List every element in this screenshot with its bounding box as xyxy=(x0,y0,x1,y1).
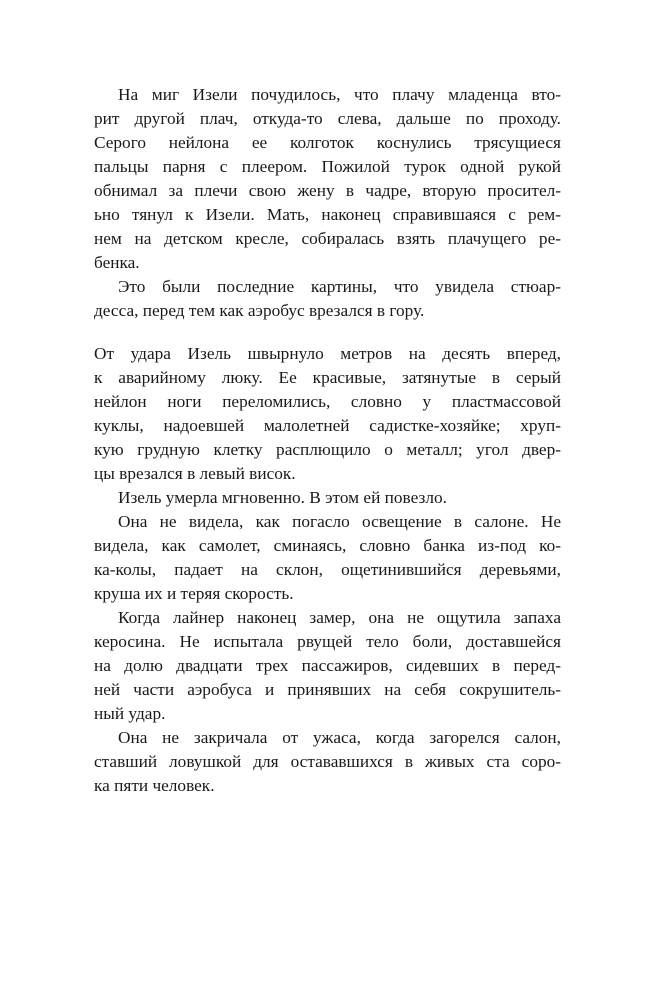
text-line: Серого нейлона ее колготок коснулись трясущиеся xyxy=(94,133,561,152)
text-section-2 xyxy=(94,342,561,798)
text-line: рит другой плач, откуда-то слева, дальше по проходу. xyxy=(94,109,561,128)
text-line: куклы, надоевшей малолетней садистке-хозяйке; хруп- xyxy=(94,416,561,435)
text-line: Это были последние картины, что увидела стюар- xyxy=(118,277,561,296)
text-line: Она не закричала от ужаса, когда загорелся салон, xyxy=(118,728,561,747)
text-line: бенка. xyxy=(94,253,140,272)
text-line: ней части аэробуса и принявших на себя сокрушитель- xyxy=(94,680,561,699)
text-line: нем на детском кресле, собиралась взять плачущего ре- xyxy=(94,229,561,248)
text-line: на долю двадцати трех пассажиров, сидевших в перед- xyxy=(94,656,561,675)
text-line: круша их и теряя скорость. xyxy=(94,584,294,603)
text-section-1 xyxy=(94,83,561,323)
text-line: керосина. Не испытала рвущей тело боли, доставшейся xyxy=(94,632,561,651)
text-line: обнимал за плечи свою жену в чадре, вторую просител- xyxy=(94,181,561,200)
text-line: видела, как самолет, сминаясь, словно банка из-под ко- xyxy=(94,536,561,555)
text-line: к аварийному люку. Ее красивые, затянутые в серый xyxy=(94,368,561,387)
text-line: нейлон ноги переломились, словно у пластмассовой xyxy=(94,392,561,411)
text-line: ьно тянул к Изели. Мать, наконец справившаяся с рем- xyxy=(94,205,561,224)
text-line: Изель умерла мгновенно. В этом ей повезло. xyxy=(118,488,447,507)
text-line: От удара Изель швырнуло метров на десять вперед, xyxy=(94,344,561,363)
text-line: ный удар. xyxy=(94,704,166,723)
text-line: кую грудную клетку расплющило о металл; угол двер- xyxy=(94,440,561,459)
text-line: пальцы парня с плеером. Пожилой турок одной рукой xyxy=(94,157,561,176)
text-line: цы врезался в левый висок. xyxy=(94,464,296,483)
text-line: ставший ловушкой для остававшихся в живых ста соро- xyxy=(94,752,561,771)
text-line: десса, перед тем как аэробус врезался в гору. xyxy=(94,301,425,320)
text-line: Когда лайнер наконец замер, она не ощутила запаха xyxy=(118,608,561,627)
text-line: Она не видела, как погасло освещение в салоне. Не xyxy=(118,512,561,531)
text-line: На миг Изели почудилось, что плачу младенца вто- xyxy=(118,85,561,104)
text-line: ка пяти человек. xyxy=(94,776,215,795)
text-line: ка-колы, падает на склон, ощетинившийся деревьями, xyxy=(94,560,561,579)
